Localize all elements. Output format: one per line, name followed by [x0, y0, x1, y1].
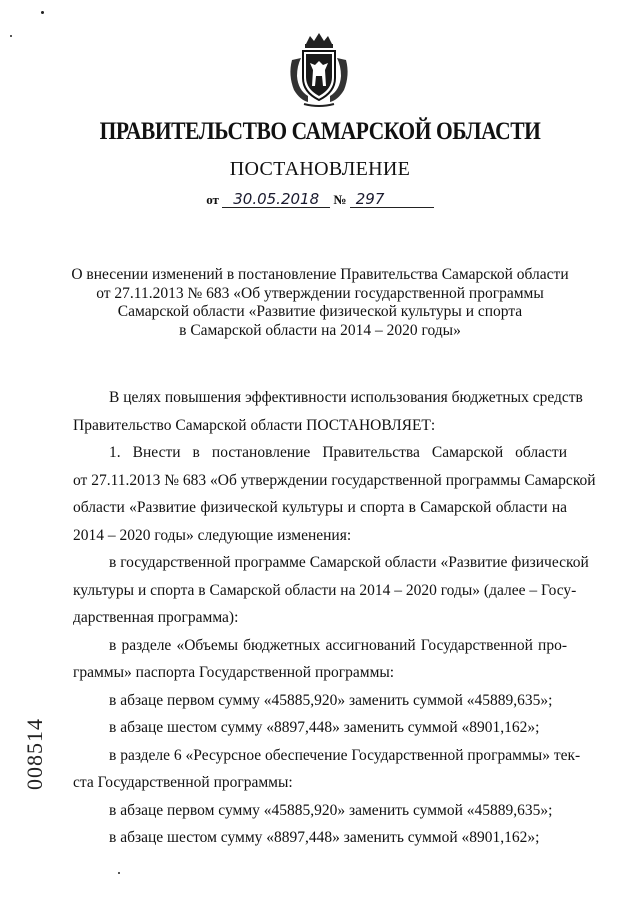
coat-of-arms-emblem	[286, 30, 352, 108]
subject-line: от 27.11.2013 № 683 «Об утверждении государственной программы	[96, 284, 544, 302]
date-number-line	[0, 191, 640, 208]
document-type: ПОСТАНОВЛЕНИЕ	[229, 158, 411, 180]
document-body	[73, 384, 596, 852]
body-line: в абзаце шестом сумму «8897,448» заменить суммой «8901,162»;	[109, 829, 540, 846]
document-subject	[70, 266, 570, 340]
body-line: области «Развитие физической культуры и спорта в Самарской области на	[73, 499, 567, 516]
government-title: ПРАВИТЕЛЬСТВО САМАРСКОЙ ОБЛАСТИ	[99, 118, 541, 145]
body-line: дарственная программа):	[73, 609, 239, 626]
body-line: в разделе 6 «Ресурсное обеспечение Государственной программы» тек-	[109, 746, 581, 764]
subject-line: Самарской области «Развитие физической культуры и спорта	[117, 303, 523, 320]
date-prefix: от	[206, 192, 219, 207]
body-line: ста Государственной программы:	[73, 774, 293, 791]
body-line: в абзаце первом сумму «45885,920» заменить суммой «45889,635»;	[109, 801, 553, 819]
body-line: в абзаце шестом сумму «8897,448» заменить суммой «8901,162»;	[109, 719, 540, 736]
handwritten-number: 297	[350, 191, 434, 208]
body-line: 1. Внести в постановление Правительства Самарской области	[109, 444, 567, 461]
scan-mark	[41, 11, 44, 14]
registration-number-stamp: 008514	[22, 718, 47, 790]
body-line: Правительство Самарской области ПОСТАНОВЛЯЕТ:	[73, 416, 436, 434]
scan-mark	[118, 872, 120, 874]
number-sign: №	[333, 192, 347, 207]
subject-line: О внесении изменений в постановление Правительства Самарской области	[71, 266, 569, 283]
body-line: В целях повышения эффективности использования бюджетных средств	[109, 389, 583, 406]
body-line: от 27.11.2013 № 683 «Об утверждении государственной программы Самарской	[73, 471, 596, 489]
subject-line: в Самарской области на 2014 – 2020 годы»	[179, 321, 461, 339]
body-line: 2014 – 2020 годы» следующие изменения:	[73, 526, 352, 544]
body-line: в государственной программе Самарской области «Развитие физической	[109, 554, 589, 571]
body-line: граммы» паспорта Государственной программы:	[73, 664, 395, 681]
body-line: культуры и спорта в Самарской области на 2014 – 2020 годы» (далее – Госу-	[73, 581, 577, 599]
body-line: в разделе «Объемы бюджетных ассигнований Государственной про-	[109, 636, 567, 654]
handwritten-date: 30.05.2018	[222, 191, 330, 208]
body-line: в абзаце первом сумму «45885,920» заменить суммой «45889,635»;	[109, 691, 553, 709]
scan-mark	[10, 35, 12, 37]
